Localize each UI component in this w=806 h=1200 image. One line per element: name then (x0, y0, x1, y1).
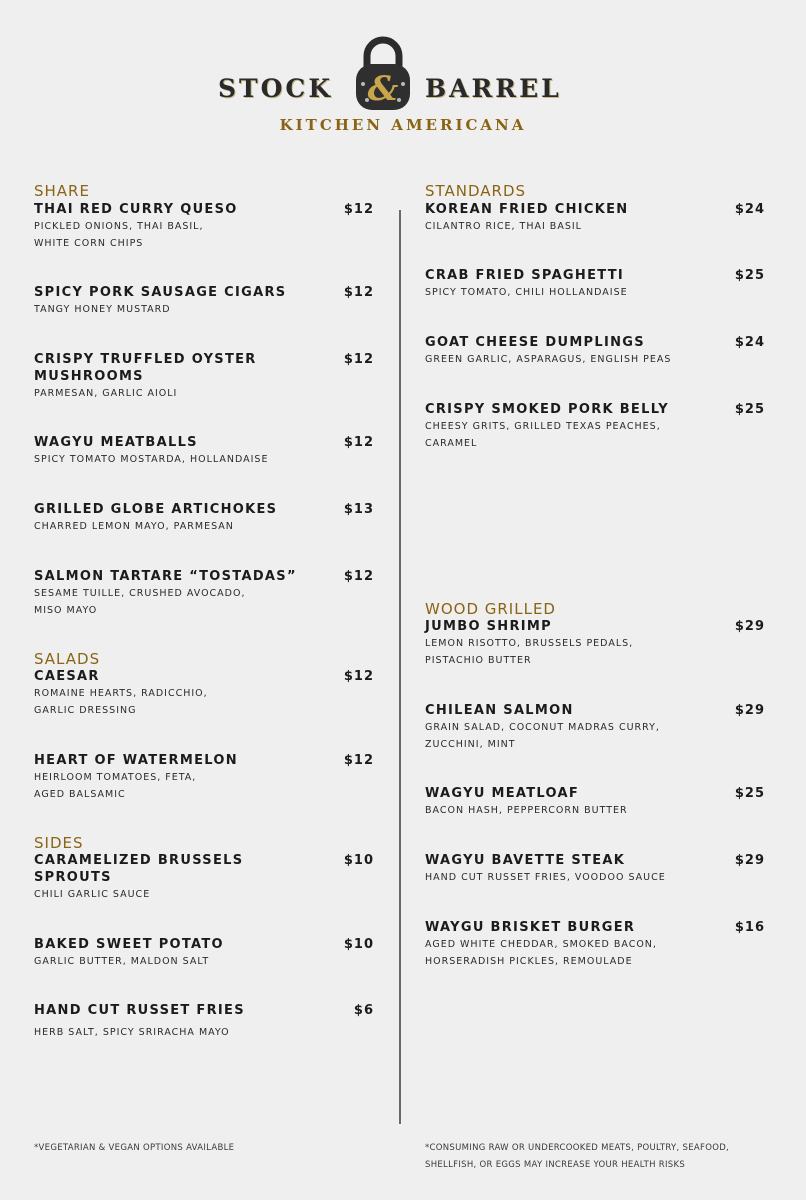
item-description: GRAIN SALAD, COCONUT MADRAS CURRY, (425, 722, 660, 733)
item-price: $29 (734, 619, 765, 634)
item-description: GARLIC DRESSING (34, 705, 137, 716)
item-description: CILANTRO RICE, THAI BASIL (425, 221, 582, 232)
item-name: WAGYU MEATLOAF (425, 786, 580, 801)
menu-item (425, 785, 765, 819)
item-description: MISO MAYO (34, 605, 98, 616)
footnote-health-warning (425, 1140, 729, 1174)
menu-item (425, 401, 765, 452)
item-price: $25 (734, 402, 765, 417)
item-name: SALMON TARTARE “TOSTADAS” (34, 569, 297, 584)
item-name: CRAB FRIED SPAGHETTI (425, 268, 625, 283)
item-price: $13 (343, 502, 374, 517)
item-price: $6 (353, 1003, 374, 1018)
item-price: $25 (734, 268, 765, 283)
item-description: BACON HASH, PEPPERCORN BUTTER (425, 805, 628, 816)
item-description: GREEN GARLIC, ASPARAGUS, ENGLISH PEAS (425, 354, 672, 365)
item-price: $10 (343, 853, 374, 868)
menu-item (425, 334, 765, 368)
item-name: HAND CUT RUSSET FRIES (34, 1003, 245, 1018)
item-description: CARAMEL (425, 438, 478, 449)
item-price: $12 (343, 669, 374, 684)
menu-item (425, 919, 765, 970)
item-name: WAGYU BAVETTE STEAK (425, 853, 626, 868)
item-price: $29 (734, 703, 765, 718)
menu-item (34, 434, 374, 468)
item-name: CAESAR (34, 669, 100, 684)
item-description: SPICY TOMATO, CHILI HOLLANDAISE (425, 287, 628, 298)
item-description: HERB SALT, SPICY SRIRACHA MAYO (34, 1027, 230, 1038)
menu-item (34, 568, 374, 619)
menu-item (34, 752, 374, 803)
item-price: $10 (343, 937, 374, 952)
item-price: $24 (734, 202, 765, 217)
item-name: WAYGU BRISKET BURGER (425, 920, 636, 935)
item-name: CHILEAN SALMON (425, 703, 574, 718)
item-description: SESAME TUILLE, CRUSHED AVOCADO, (34, 588, 246, 599)
menu-item (425, 702, 765, 753)
brand-tagline: KITCHEN AMERICANA (279, 116, 527, 134)
section-title-salads: SALADS (34, 650, 101, 668)
brand-name-right: BARREL (425, 74, 562, 103)
item-price: $12 (343, 569, 374, 584)
item-price: $12 (343, 753, 374, 768)
menu-item (425, 201, 765, 235)
menu-item (34, 668, 374, 719)
item-description: HEIRLOOM TOMATOES, FETA, (34, 772, 197, 783)
menu-item (34, 936, 374, 970)
item-description: AGED WHITE CHEDDAR, SMOKED BACON, (425, 939, 657, 950)
item-name: SPICY PORK SAUSAGE CIGARS (34, 285, 287, 300)
item-name: CARAMELIZED BRUSSELS SPROUTS (34, 853, 244, 885)
item-description: TANGY HONEY MUSTARD (34, 304, 171, 315)
item-description: WHITE CORN CHIPS (34, 238, 144, 249)
item-description: PARMESAN, GARLIC AIOLI (34, 388, 178, 399)
item-name: GOAT CHEESE DUMPLINGS (425, 335, 645, 350)
brand-logo (0, 34, 806, 114)
section-title-wood-grilled: WOOD GRILLED (425, 600, 556, 618)
item-description: PICKLED ONIONS, THAI BASIL, (34, 221, 204, 232)
item-name: KOREAN FRIED CHICKEN (425, 202, 629, 217)
section-title-sides: SIDES (34, 834, 84, 852)
menu-item (34, 201, 374, 252)
item-price: $12 (343, 435, 374, 450)
item-description: LEMON RISOTTO, BRUSSELS PEDALS, (425, 638, 634, 649)
item-description: SPICY TOMATO MOSTARDA, HOLLANDAISE (34, 454, 269, 465)
item-description: CHEESY GRITS, GRILLED TEXAS PEACHES, (425, 421, 661, 432)
item-price: $24 (734, 335, 765, 350)
item-description: ROMAINE HEARTS, RADICCHIO, (34, 688, 208, 699)
item-description: HORSERADISH PICKLES, REMOULADE (425, 956, 633, 967)
item-name: HEART OF WATERMELON (34, 753, 238, 768)
item-name: CRISPY SMOKED PORK BELLY (425, 402, 669, 417)
item-name: BAKED SWEET POTATO (34, 937, 224, 952)
item-description: CHILI GARLIC SAUCE (34, 889, 151, 900)
item-name: JUMBO SHRIMP (425, 619, 552, 634)
brand-name-left: STOCK (218, 74, 334, 103)
item-price: $29 (734, 853, 765, 868)
menu-item (34, 501, 374, 535)
brand-ampersand: & (367, 69, 399, 109)
menu-item (34, 1002, 374, 1041)
item-name: CRISPY TRUFFLED OYSTER MUSHROOMS (34, 352, 257, 384)
item-price: $12 (343, 285, 374, 300)
footnote-health-warning-line: SHELLFISH, OR EGGS MAY INCREASE YOUR HEALTH RISKS (425, 1160, 686, 1170)
item-description: ZUCCHINI, MINT (425, 739, 516, 750)
item-price: $16 (734, 920, 765, 935)
section-title-standards: STANDARDS (425, 182, 527, 200)
menu-item (34, 351, 374, 402)
item-price: $12 (343, 352, 374, 367)
item-price: $25 (734, 786, 765, 801)
item-name: THAI RED CURRY QUESO (34, 202, 238, 217)
item-description: AGED BALSAMIC (34, 789, 126, 800)
column-divider (399, 210, 401, 1124)
item-price: $12 (343, 202, 374, 217)
menu-item (425, 267, 765, 301)
footnote-health-warning-line: *CONSUMING RAW OR UNDERCOOKED MEATS, POULTRY, SEAFOOD, (425, 1143, 730, 1153)
item-name: WAGYU MEATBALLS (34, 435, 198, 450)
item-description: PISTACHIO BUTTER (425, 655, 532, 666)
section-title-share: SHARE (34, 182, 90, 200)
menu-item (425, 852, 765, 886)
item-description: CHARRED LEMON MAYO, PARMESAN (34, 521, 234, 532)
menu-item (425, 618, 765, 669)
menu-item (34, 284, 374, 318)
item-description: HAND CUT RUSSET FRIES, VOODOO SAUCE (425, 872, 666, 883)
padlock-logo-icon (351, 34, 415, 114)
menu-item (34, 852, 374, 903)
item-description: GARLIC BUTTER, MALDON SALT (34, 956, 210, 967)
item-name: GRILLED GLOBE ARTICHOKES (34, 502, 278, 517)
footnote-vegetarian: *VEGETARIAN & VEGAN OPTIONS AVAILABLE (34, 1143, 235, 1153)
